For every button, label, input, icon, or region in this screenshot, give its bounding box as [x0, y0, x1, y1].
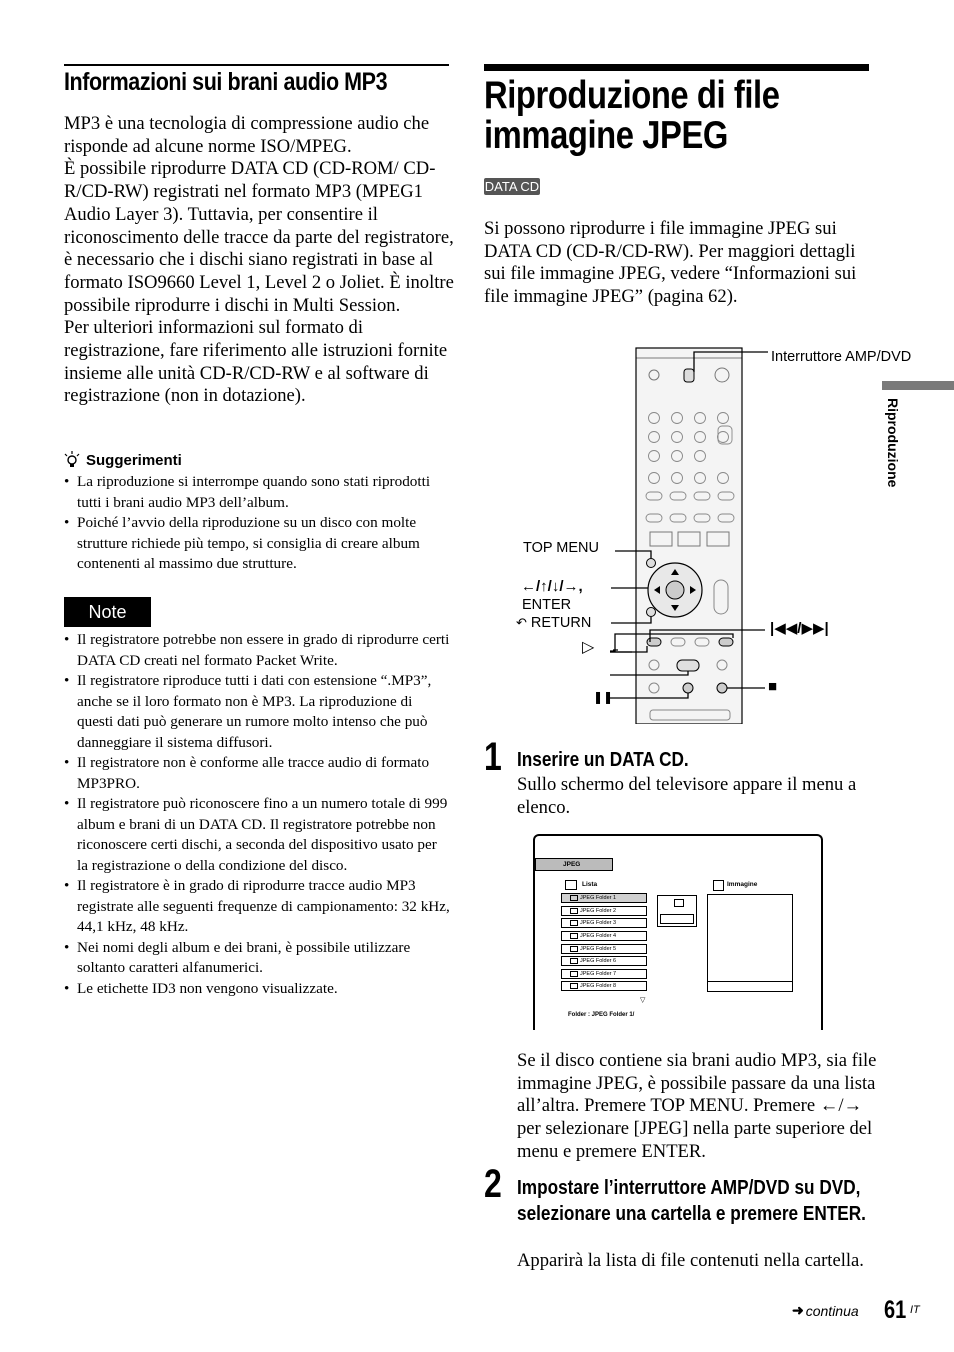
data-cd-badge: DATA CD: [484, 179, 540, 194]
list-item: • Il registratore non è conforme alle tracce audio di formato MP3PRO.: [64, 753, 450, 794]
section-heading-mp3: Informazioni sui brani audio MP3: [64, 68, 388, 96]
scroll-down-icon: ▽: [640, 996, 646, 1004]
note-badge: Note: [64, 597, 151, 627]
list-item: • Il registratore potrebbe non essere in grado di riprodurre certi DATA CD creati nel formato Packet Write.: [64, 630, 450, 671]
label-pause: ❚❚: [593, 690, 614, 704]
paragraph: MP3 è una tecnologia di compressione audio che risponde ad alcune norme ISO/MPEG.: [64, 113, 430, 157]
step1-detail: Se il disco contiene sia brani audio MP3, sia file immagine JPEG, è possibile passare da una lista all’altra. Premere TOP MENU. Premere ←/→ per selezionare [JPEG] nella parte superiore del menu e premere ENTER.: [517, 1050, 877, 1162]
thumbnail-box: [657, 895, 697, 927]
folder-icon: [570, 920, 578, 926]
step-body: Apparirà la lista di file contenuti nella cartella.: [517, 1250, 864, 1271]
remote-control-illustration: [520, 344, 860, 724]
list-item: • Il registratore è in grado di riprodurre tracce audio MP3 registrate alle seguenti frequenze di campionamento: 32 kHz, 44,1 kHz, 48 kHz.: [64, 876, 450, 938]
list-item: JPEG Folder 2: [561, 906, 647, 916]
label-prev-next: |◀◀ / ▶▶|: [770, 620, 829, 637]
list-item: • La riproduzione si interrompe quando sono stati riprodotti tutti i brani audio MP3 dell’album.: [64, 472, 448, 513]
arrow-right-icon: ➜: [792, 1302, 804, 1318]
folder-icon: [570, 958, 578, 964]
mp3-body-text: [64, 113, 454, 408]
page-title: Riproduzione di file immagine JPEG: [484, 74, 780, 157]
step-title: Inserire un DATA CD.: [517, 749, 689, 771]
folder-icon: [570, 895, 578, 901]
lightbulb-icon: [64, 451, 80, 469]
list-item: JPEG Folder 7: [561, 969, 647, 979]
list-label: Lista: [582, 881, 598, 888]
list-item: JPEG Folder 4: [561, 931, 647, 941]
tips-heading-label: Suggerimenti: [86, 451, 182, 469]
list-item: • Il registratore può riconoscere fino a un numero totale di 999 album e brani di un DATA CD. Il registratore potrebbe non riconoscere certi dischi, a seconda del dispositivo usato per la registrazione o della condizione del disco.: [64, 794, 450, 876]
label-amp-dvd-switch: Interruttore AMP/DVD: [771, 349, 912, 365]
heading-rule-thick: [484, 64, 869, 71]
list-item: • Poiché l’avvio della riproduzione su un disco con molte strutture richiede più tempo, si consiglia di creare album contenenti al massimo due strutture.: [64, 513, 448, 575]
folder-icon: [570, 946, 578, 952]
list-icon: [565, 880, 577, 890]
tips-list: [64, 472, 448, 575]
tab-jpeg: JPEG: [535, 858, 613, 871]
list-item: • Il registratore riproduce tutti i dati con estensione “.MP3”, anche se il loro formato non è MP3. La riproduzione di questi dati può generare un rumore molto intenso che può danneggiare il sistema diffusori.: [64, 671, 450, 753]
folder-icon: [570, 983, 578, 989]
next-icon: ▶▶|: [801, 620, 829, 637]
list-item: • Nei nomi degli album e dei brani, è possibile utilizzare soltanto caratteri alfanumerici.: [64, 938, 450, 979]
list-item: JPEG Folder 1: [561, 893, 647, 903]
folder-icon: [570, 908, 578, 914]
step-number: 2: [484, 1162, 502, 1206]
image-label: Immagine: [727, 881, 758, 888]
list-item: JPEG Folder 8: [561, 981, 647, 991]
list-item: JPEG Folder 6: [561, 956, 647, 966]
folder-icon: [570, 933, 578, 939]
label-arrows: ←/↑/↓/→,: [521, 578, 583, 595]
section-tab-bar: [882, 381, 954, 390]
label-play: ▷: [582, 639, 595, 656]
image-preview-panel: [707, 894, 793, 992]
language-code: IT: [910, 1304, 920, 1316]
notes-list: [64, 630, 450, 999]
folder-icon: [570, 971, 578, 977]
heading-rule: [64, 64, 449, 66]
tips-heading: [64, 451, 182, 469]
label-return: ↶ RETURN: [516, 615, 592, 631]
list-item: JPEG Folder 3: [561, 918, 647, 928]
folder-path: Folder : JPEG Folder 1/: [568, 1012, 635, 1018]
step-body: Sullo schermo del televisore appare il menu a elenco.: [517, 774, 857, 818]
step-title: Impostare l’interruttore AMP/DVD su DVD, selezionare una cartella e premere ENTER.: [517, 1177, 866, 1225]
paragraph: Per ulteriori informazioni sul formato di registrazione, fare riferimento alle istruzioni fornite insieme alle unità CD-R/CD-RW e al software di registrazione (non in dotazione).: [64, 317, 448, 407]
step-number: 1: [484, 735, 502, 779]
return-icon: ↶: [516, 615, 527, 630]
section-tab-label: Riproduzione: [885, 398, 901, 488]
label-enter: ENTER: [522, 597, 572, 613]
image-icon: [713, 880, 724, 891]
paragraph: È possibile riprodurre DATA CD (CD-ROM/ CD-R/CD-RW) registrati nel formato MP3 (MPEG1 Audio Layer 3). Tuttavia, per consentire il riconoscimento delle tracce da parte del registratore, è necessario che i dischi siano registrati in base al formato ISO9660 Level 1, Level 2 o Joliet. È inoltre possibile riprodurre i dischi in Multi Session.: [64, 158, 454, 316]
label-stop: ■: [768, 678, 778, 695]
continue-indicator: ➜ continua: [792, 1302, 859, 1319]
page-number: 61: [884, 1296, 907, 1324]
prev-icon: |◀◀: [770, 620, 798, 637]
intro-text: Si possono riprodurre i file immagine JPEG sui DATA CD (CD-R/CD-RW). Per maggiori dettagli sui file immagine JPEG, vedere “Informazioni sui file immagine JPEG” (pagina 62).: [484, 218, 857, 308]
list-item: • Le etichette ID3 non vengono visualizzate.: [64, 979, 450, 1000]
label-top-menu: TOP MENU: [523, 540, 600, 556]
list-item: JPEG Folder 5: [561, 944, 647, 954]
